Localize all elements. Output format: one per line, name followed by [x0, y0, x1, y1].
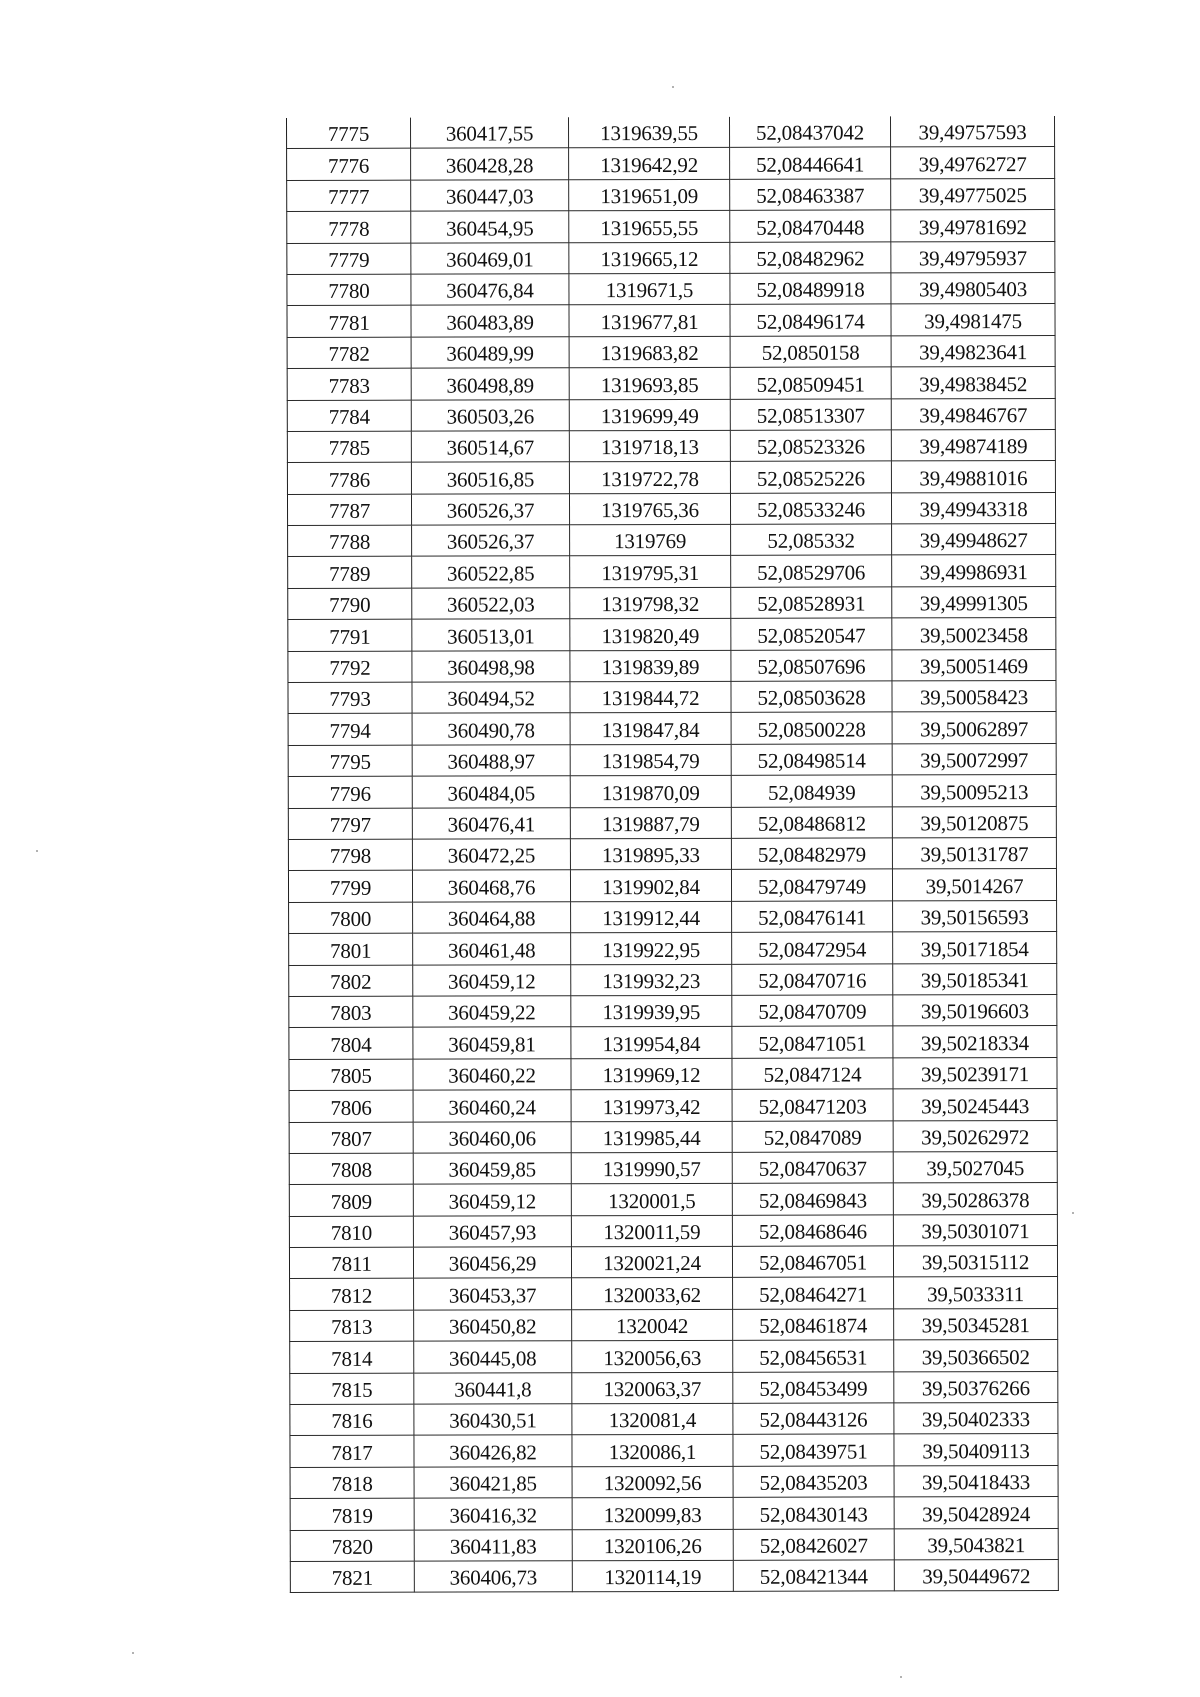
longitude-cell: 39,49874189 [891, 429, 1055, 461]
x-coordinate-cell: 360459,12 [413, 1184, 571, 1216]
table-row [287, 367, 1055, 400]
latitude-cell: 52,085332 [731, 524, 892, 556]
table-row [287, 492, 1055, 525]
latitude-cell: 52,08439751 [733, 1434, 894, 1466]
y-coordinate-cell: 1319922,95 [571, 932, 732, 964]
table-row [290, 1497, 1058, 1530]
y-coordinate-cell: 1319795,31 [570, 556, 731, 588]
table-row [287, 272, 1055, 305]
point-number-cell: 7777 [287, 180, 411, 212]
table-row [288, 618, 1056, 651]
x-coordinate-cell: 360459,81 [413, 1027, 571, 1059]
point-number-cell: 7817 [290, 1436, 414, 1468]
table-row [287, 147, 1055, 180]
latitude-cell: 52,08470716 [732, 963, 893, 995]
point-number-cell: 7788 [288, 525, 412, 557]
longitude-cell: 39,50376266 [894, 1371, 1058, 1403]
latitude-cell: 52,08471203 [732, 1089, 893, 1121]
latitude-cell: 52,08463387 [730, 179, 891, 211]
x-coordinate-cell: 360421,85 [414, 1467, 572, 1499]
y-coordinate-cell: 1319969,12 [571, 1058, 732, 1090]
point-number-cell: 7799 [288, 871, 412, 903]
x-coordinate-cell: 360460,06 [413, 1121, 571, 1153]
latitude-cell: 52,08500228 [731, 712, 892, 744]
x-coordinate-cell: 360460,24 [413, 1090, 571, 1122]
x-coordinate-cell: 360428,28 [411, 148, 569, 180]
point-number-cell: 7819 [290, 1498, 414, 1530]
y-coordinate-cell: 1319765,36 [569, 493, 730, 525]
table-row [289, 1183, 1057, 1216]
y-coordinate-cell: 1319683,82 [569, 336, 730, 368]
longitude-cell: 39,5014267 [892, 869, 1056, 901]
point-number-cell: 7810 [289, 1216, 413, 1248]
latitude-cell: 52,08507696 [731, 650, 892, 682]
longitude-cell: 39,5033311 [894, 1277, 1058, 1309]
y-coordinate-cell: 1319985,44 [571, 1121, 732, 1153]
longitude-cell: 39,49823641 [891, 335, 1055, 367]
y-coordinate-cell: 1319820,49 [570, 619, 731, 651]
table-row [289, 1026, 1057, 1059]
x-coordinate-cell: 360476,84 [411, 274, 569, 306]
point-number-cell: 7795 [288, 745, 412, 777]
y-coordinate-cell: 1319839,89 [570, 650, 731, 682]
latitude-cell: 52,08486812 [731, 807, 892, 839]
latitude-cell: 52,08472954 [732, 932, 893, 964]
longitude-cell: 39,50449672 [894, 1559, 1058, 1591]
y-coordinate-cell: 1319699,49 [569, 399, 730, 431]
point-number-cell: 7783 [287, 368, 411, 400]
x-coordinate-cell: 360453,37 [414, 1278, 572, 1310]
y-coordinate-cell: 1320042 [572, 1309, 733, 1341]
y-coordinate-cell: 1320021,24 [571, 1246, 732, 1278]
scan-speck [36, 850, 38, 852]
scan-speck [132, 1652, 134, 1654]
y-coordinate-cell: 1319973,42 [571, 1089, 732, 1121]
point-number-cell: 7800 [289, 902, 413, 934]
longitude-cell: 39,50196603 [893, 994, 1057, 1026]
point-number-cell: 7812 [290, 1279, 414, 1311]
point-number-cell: 7811 [289, 1247, 413, 1279]
longitude-cell: 39,49943318 [891, 492, 1055, 524]
y-coordinate-cell: 1320114,19 [572, 1560, 733, 1592]
latitude-cell: 52,08435203 [733, 1466, 894, 1498]
table-row [288, 586, 1056, 619]
longitude-cell: 39,49991305 [892, 586, 1056, 618]
latitude-cell: 52,08456531 [733, 1340, 894, 1372]
latitude-cell: 52,08470637 [732, 1152, 893, 1184]
point-number-cell: 7801 [289, 933, 413, 965]
table-row [287, 241, 1055, 274]
point-number-cell: 7813 [290, 1310, 414, 1342]
longitude-cell: 39,49757593 [890, 116, 1054, 147]
longitude-cell: 39,50345281 [894, 1308, 1058, 1340]
longitude-cell: 39,50286378 [893, 1183, 1057, 1215]
y-coordinate-cell: 1319651,09 [569, 179, 730, 211]
y-coordinate-cell: 1320056,63 [572, 1341, 733, 1373]
latitude-cell: 52,08503628 [731, 681, 892, 713]
latitude-cell: 52,08482979 [731, 838, 892, 870]
longitude-cell: 39,50409113 [894, 1434, 1058, 1466]
latitude-cell: 52,08464271 [733, 1277, 894, 1309]
x-coordinate-cell: 360430,51 [414, 1404, 572, 1436]
x-coordinate-cell: 360459,22 [413, 996, 571, 1028]
x-coordinate-cell: 360426,82 [414, 1435, 572, 1467]
longitude-cell: 39,50185341 [893, 963, 1057, 995]
y-coordinate-cell: 1320001,5 [571, 1184, 732, 1216]
latitude-cell: 52,08470448 [730, 210, 891, 242]
table-row [289, 1120, 1057, 1153]
y-coordinate-cell: 1320033,62 [572, 1278, 733, 1310]
x-coordinate-cell: 360522,03 [412, 588, 570, 620]
table-row [288, 712, 1056, 745]
y-coordinate-cell: 1319895,33 [570, 838, 731, 870]
y-coordinate-cell: 1319642,92 [569, 148, 730, 180]
longitude-cell: 39,50072997 [892, 743, 1056, 775]
longitude-cell: 39,49838452 [891, 367, 1055, 399]
latitude-cell: 52,08443126 [733, 1403, 894, 1435]
latitude-cell: 52,0847124 [732, 1058, 893, 1090]
y-coordinate-cell: 1319665,12 [569, 242, 730, 274]
longitude-cell: 39,5027045 [893, 1151, 1057, 1183]
latitude-cell: 52,08509451 [730, 367, 891, 399]
x-coordinate-cell: 360464,88 [413, 902, 571, 934]
x-coordinate-cell: 360494,52 [412, 682, 570, 714]
point-number-cell: 7807 [289, 1122, 413, 1154]
point-number-cell: 7804 [289, 1027, 413, 1059]
y-coordinate-cell: 1319847,84 [570, 713, 731, 745]
table-row [288, 555, 1056, 588]
longitude-cell: 39,50131787 [892, 837, 1056, 869]
table-row [290, 1465, 1058, 1498]
table-row [289, 1246, 1057, 1279]
x-coordinate-cell: 360484,05 [412, 776, 570, 808]
table-row [288, 524, 1056, 557]
table-row [287, 429, 1055, 462]
x-coordinate-cell: 360489,99 [411, 336, 569, 368]
x-coordinate-cell: 360488,97 [412, 745, 570, 777]
point-number-cell: 7787 [287, 494, 411, 526]
point-number-cell: 7809 [289, 1184, 413, 1216]
longitude-cell: 39,49781692 [891, 210, 1055, 242]
longitude-cell: 39,49762727 [891, 147, 1055, 179]
longitude-cell: 39,50418433 [894, 1465, 1058, 1497]
longitude-cell: 39,50402333 [894, 1402, 1058, 1434]
longitude-cell: 39,50262972 [893, 1120, 1057, 1152]
point-number-cell: 7797 [288, 808, 412, 840]
latitude-cell: 52,08461874 [733, 1309, 894, 1341]
point-number-cell: 7793 [288, 682, 412, 714]
longitude-cell: 39,50023458 [892, 618, 1056, 650]
coordinates-table [286, 116, 1059, 1593]
y-coordinate-cell: 1320086,1 [572, 1435, 733, 1467]
point-number-cell: 7814 [290, 1341, 414, 1373]
longitude-cell: 39,50366502 [894, 1340, 1058, 1372]
point-number-cell: 7776 [287, 149, 411, 181]
longitude-cell: 39,49805403 [891, 272, 1055, 304]
latitude-cell: 52,08533246 [730, 493, 891, 525]
latitude-cell: 52,08467051 [732, 1246, 893, 1278]
y-coordinate-cell: 1319870,09 [570, 776, 731, 808]
latitude-cell: 52,08489918 [730, 273, 891, 305]
latitude-cell: 52,08446641 [730, 147, 891, 179]
longitude-cell: 39,50062897 [892, 712, 1056, 744]
point-number-cell: 7782 [287, 337, 411, 369]
latitude-cell: 52,08479749 [731, 869, 892, 901]
x-coordinate-cell: 360476,41 [412, 807, 570, 839]
point-number-cell: 7785 [287, 431, 411, 463]
table-row [288, 806, 1056, 839]
longitude-cell: 39,50120875 [892, 806, 1056, 838]
coordinates-table-body [287, 116, 1059, 1593]
table-row [288, 743, 1056, 776]
y-coordinate-cell: 1319954,84 [571, 1027, 732, 1059]
x-coordinate-cell: 360441,8 [414, 1372, 572, 1404]
y-coordinate-cell: 1319798,32 [570, 587, 731, 619]
table-row [289, 1214, 1057, 1247]
table-row [287, 398, 1055, 431]
latitude-cell: 52,0850158 [730, 336, 891, 368]
x-coordinate-cell: 360498,98 [412, 650, 570, 682]
point-number-cell: 7796 [288, 776, 412, 808]
x-coordinate-cell: 360459,12 [413, 964, 571, 996]
point-number-cell: 7806 [289, 1090, 413, 1122]
x-coordinate-cell: 360416,32 [414, 1498, 572, 1530]
table-row [289, 994, 1057, 1027]
x-coordinate-cell: 360514,67 [411, 431, 569, 463]
point-number-cell: 7816 [290, 1404, 414, 1436]
table-row [287, 461, 1055, 494]
longitude-cell: 39,49795937 [891, 241, 1055, 273]
point-number-cell: 7780 [287, 274, 411, 306]
scan-speck [1072, 1212, 1074, 1214]
table-row [290, 1340, 1058, 1373]
table-row [289, 1089, 1057, 1122]
table-row [290, 1402, 1058, 1435]
table-row [287, 116, 1055, 149]
latitude-cell: 52,084939 [731, 775, 892, 807]
x-coordinate-cell: 360447,03 [411, 180, 569, 212]
table-row [288, 649, 1056, 682]
point-number-cell: 7803 [289, 996, 413, 1028]
table-row [288, 681, 1056, 714]
y-coordinate-cell: 1319887,79 [570, 807, 731, 839]
y-coordinate-cell: 1319932,23 [571, 964, 732, 996]
table-row [290, 1277, 1058, 1310]
table-row [288, 775, 1056, 808]
longitude-cell: 39,50051469 [892, 649, 1056, 681]
y-coordinate-cell: 1319902,84 [570, 870, 731, 902]
point-number-cell: 7794 [288, 714, 412, 746]
latitude-cell: 52,08421344 [733, 1560, 894, 1592]
latitude-cell: 52,08453499 [733, 1372, 894, 1404]
y-coordinate-cell: 1319718,13 [569, 430, 730, 462]
scan-speck [900, 1676, 902, 1678]
point-number-cell: 7781 [287, 306, 411, 338]
y-coordinate-cell: 1320011,59 [571, 1215, 732, 1247]
longitude-cell: 39,50428924 [894, 1497, 1058, 1529]
point-number-cell: 7820 [290, 1530, 414, 1562]
longitude-cell: 39,49846767 [891, 398, 1055, 430]
table-row [287, 210, 1055, 243]
point-number-cell: 7802 [289, 965, 413, 997]
table-row [287, 335, 1055, 368]
table-row [290, 1434, 1058, 1467]
y-coordinate-cell: 1320099,83 [572, 1498, 733, 1530]
x-coordinate-cell: 360469,01 [411, 242, 569, 274]
point-number-cell: 7815 [290, 1373, 414, 1405]
x-coordinate-cell: 360445,08 [414, 1341, 572, 1373]
point-number-cell: 7821 [290, 1561, 414, 1593]
x-coordinate-cell: 360526,37 [411, 493, 569, 525]
x-coordinate-cell: 360522,85 [412, 556, 570, 588]
x-coordinate-cell: 360513,01 [412, 619, 570, 651]
latitude-cell: 52,0847089 [732, 1120, 893, 1152]
latitude-cell: 52,08528931 [731, 587, 892, 619]
longitude-cell: 39,50171854 [893, 932, 1057, 964]
latitude-cell: 52,08520547 [731, 618, 892, 650]
x-coordinate-cell: 360417,55 [410, 117, 568, 148]
table-row [288, 869, 1056, 902]
longitude-cell: 39,50239171 [893, 1057, 1057, 1089]
y-coordinate-cell: 1319769 [570, 524, 731, 556]
y-coordinate-cell: 1319693,85 [569, 367, 730, 399]
longitude-cell: 39,5043821 [894, 1528, 1058, 1560]
x-coordinate-cell: 360498,89 [411, 368, 569, 400]
y-coordinate-cell: 1320092,56 [572, 1466, 733, 1498]
table-row [288, 837, 1056, 870]
table-row [290, 1308, 1058, 1341]
longitude-cell: 39,50095213 [892, 775, 1056, 807]
latitude-cell: 52,08529706 [731, 555, 892, 587]
table-row [287, 304, 1055, 337]
table-row [289, 932, 1057, 965]
table-row [290, 1559, 1058, 1592]
longitude-cell: 39,50245443 [893, 1089, 1057, 1121]
y-coordinate-cell: 1320106,26 [572, 1529, 733, 1561]
x-coordinate-cell: 360490,78 [412, 713, 570, 745]
longitude-cell: 39,50315112 [893, 1246, 1057, 1278]
scan-speck [672, 86, 674, 88]
latitude-cell: 52,08476141 [732, 901, 893, 933]
y-coordinate-cell: 1319912,44 [571, 901, 732, 933]
point-number-cell: 7784 [287, 400, 411, 432]
latitude-cell: 52,08437042 [729, 116, 890, 147]
x-coordinate-cell: 360411,83 [414, 1529, 572, 1561]
longitude-cell: 39,4981475 [891, 304, 1055, 336]
x-coordinate-cell: 360472,25 [412, 839, 570, 871]
point-number-cell: 7805 [289, 1059, 413, 1091]
longitude-cell: 39,50156593 [893, 900, 1057, 932]
y-coordinate-cell: 1319671,5 [569, 273, 730, 305]
table-row [289, 1151, 1057, 1184]
x-coordinate-cell: 360468,76 [412, 870, 570, 902]
point-number-cell: 7786 [287, 462, 411, 494]
longitude-cell: 39,49986931 [892, 555, 1056, 587]
x-coordinate-cell: 360526,37 [412, 525, 570, 557]
point-number-cell: 7779 [287, 243, 411, 275]
latitude-cell: 52,08482962 [730, 241, 891, 273]
y-coordinate-cell: 1319990,57 [571, 1152, 732, 1184]
table-row [289, 963, 1057, 996]
x-coordinate-cell: 360516,85 [411, 462, 569, 494]
table-row [290, 1528, 1058, 1561]
x-coordinate-cell: 360454,95 [411, 211, 569, 243]
x-coordinate-cell: 360406,73 [414, 1561, 572, 1593]
longitude-cell: 39,50218334 [893, 1026, 1057, 1058]
y-coordinate-cell: 1320063,37 [572, 1372, 733, 1404]
x-coordinate-cell: 360460,22 [413, 1058, 571, 1090]
table-row [290, 1371, 1058, 1404]
latitude-cell: 52,08525226 [730, 461, 891, 493]
latitude-cell: 52,08430143 [733, 1497, 894, 1529]
y-coordinate-cell: 1320081,4 [572, 1403, 733, 1435]
point-number-cell: 7791 [288, 619, 412, 651]
longitude-cell: 39,49775025 [891, 178, 1055, 210]
latitude-cell: 52,08496174 [730, 304, 891, 336]
point-number-cell: 7792 [288, 651, 412, 683]
longitude-cell: 39,49881016 [891, 461, 1055, 493]
point-number-cell: 7818 [290, 1467, 414, 1499]
point-number-cell: 7798 [288, 839, 412, 871]
x-coordinate-cell: 360456,29 [413, 1247, 571, 1279]
table-row [289, 1057, 1057, 1090]
longitude-cell: 39,49948627 [892, 524, 1056, 556]
latitude-cell: 52,08523326 [730, 430, 891, 462]
y-coordinate-cell: 1319677,81 [569, 305, 730, 337]
y-coordinate-cell: 1319854,79 [570, 744, 731, 776]
latitude-cell: 52,08513307 [730, 398, 891, 430]
y-coordinate-cell: 1319939,95 [571, 995, 732, 1027]
longitude-cell: 39,50301071 [893, 1214, 1057, 1246]
longitude-cell: 39,50058423 [892, 681, 1056, 713]
point-number-cell: 7790 [288, 588, 412, 620]
y-coordinate-cell: 1319639,55 [568, 117, 729, 148]
x-coordinate-cell: 360457,93 [413, 1215, 571, 1247]
latitude-cell: 52,08469843 [732, 1183, 893, 1215]
point-number-cell: 7789 [288, 557, 412, 589]
x-coordinate-cell: 360503,26 [411, 399, 569, 431]
point-number-cell: 7775 [287, 118, 411, 149]
point-number-cell: 7778 [287, 211, 411, 243]
latitude-cell: 52,08426027 [733, 1528, 894, 1560]
x-coordinate-cell: 360459,85 [413, 1153, 571, 1185]
table-row [287, 178, 1055, 211]
y-coordinate-cell: 1319844,72 [570, 681, 731, 713]
table-row [289, 900, 1057, 933]
latitude-cell: 52,08468646 [732, 1215, 893, 1247]
latitude-cell: 52,08498514 [731, 744, 892, 776]
point-number-cell: 7808 [289, 1153, 413, 1185]
latitude-cell: 52,08471051 [732, 1026, 893, 1058]
x-coordinate-cell: 360450,82 [414, 1310, 572, 1342]
y-coordinate-cell: 1319722,78 [569, 462, 730, 494]
x-coordinate-cell: 360483,89 [411, 305, 569, 337]
x-coordinate-cell: 360461,48 [413, 933, 571, 965]
latitude-cell: 52,08470709 [732, 995, 893, 1027]
y-coordinate-cell: 1319655,55 [569, 211, 730, 243]
